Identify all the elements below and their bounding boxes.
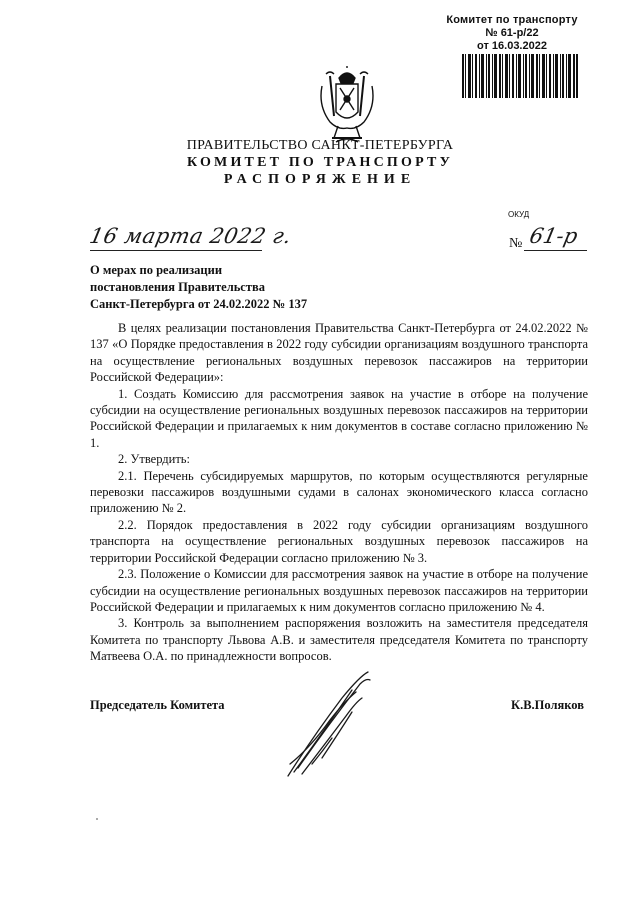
signatory-position: Председатель Комитета — [90, 698, 225, 712]
scan-speck — [96, 818, 98, 820]
registration-stamp — [432, 14, 592, 53]
title-line: О мерах по реализации — [90, 263, 223, 277]
stamp-number: № 61-р/22 — [485, 27, 539, 39]
document-title — [90, 262, 390, 313]
stamp-date: от 16.03.2022 — [477, 40, 547, 52]
document-body — [90, 320, 588, 665]
okud-label: ОКУД — [508, 210, 530, 219]
paragraph-2-1: 2.1. Перечень субсидируемых маршрутов, по которым осуществляются регулярные перевозки пассажиров воздушными судами в салонах экономического класса согласно приложению № 2. — [90, 468, 588, 516]
handwritten-date: 16 марта 2022 г. — [87, 224, 294, 248]
stamp-committee: Комитет по транспорту — [446, 14, 578, 26]
number-label: № — [509, 236, 523, 251]
paragraph-3: 3. Контроль за выполнением распоряжения возложить на заместителя председателя Комитета по транспорту Львова А.В. и заместителя председателя Комитета по транспорту Матвеева О.А. по принадлежности вопросов. — [90, 616, 588, 664]
number-underline — [524, 250, 587, 251]
paragraph-2-2: 2.2. Порядок предоставления в 2022 году субсидии организациям воздушного транспорта на осуществление региональных воздушных перевозок пассажиров на территории Российской Федерации согласно приложению № 3. — [90, 517, 588, 565]
paragraph-2: 2. Утвердить: — [118, 452, 190, 467]
paragraph-1: 1. Создать Комиссию для рассмотрения заявок на участие в отборе на получение субсидии на осуществление региональных воздушных перевозок пассажиров на территории Российской Федерации и прилагаемых к ним документов в составе согласно приложению № 1. — [90, 386, 588, 450]
committee-heading: КОМИТЕТ ПО ТРАНСПОРТУ — [186, 155, 454, 170]
handwritten-signature-icon — [282, 668, 392, 780]
government-heading: ПРАВИТЕЛЬСТВО САНКТ-ПЕТЕРБУРГА — [186, 138, 454, 153]
coat-of-arms-icon — [312, 66, 382, 146]
date-underline — [90, 250, 262, 251]
signatory-name: К.В.Поляков — [511, 698, 584, 712]
handwritten-number: 61-р — [527, 224, 580, 248]
paragraph-intro: В целях реализации постановления Правительства Санкт-Петербурга от 24.02.2022 № 137 «О Порядке предоставления в 2022 году субсидии организациям воздушного транспорта на осуществление региональных воздушных перевозок пассажиров на территории Российской Федерации»: — [90, 321, 588, 385]
document-type-heading: РАСПОРЯЖЕНИЕ — [223, 172, 417, 187]
barcode-icon — [462, 54, 578, 98]
title-line: постановления Правительства — [90, 280, 265, 294]
paragraph-2-3: 2.3. Положение о Комиссии для рассмотрения заявок на участие в отборе на получение субсидии на осуществление региональных воздушных перевозок пассажиров на территории Российской Федерации и прилагаемых к ним документов согласно приложению № 4. — [90, 567, 588, 614]
title-line: Санкт-Петербурга от 24.02.2022 № 137 — [90, 297, 308, 311]
